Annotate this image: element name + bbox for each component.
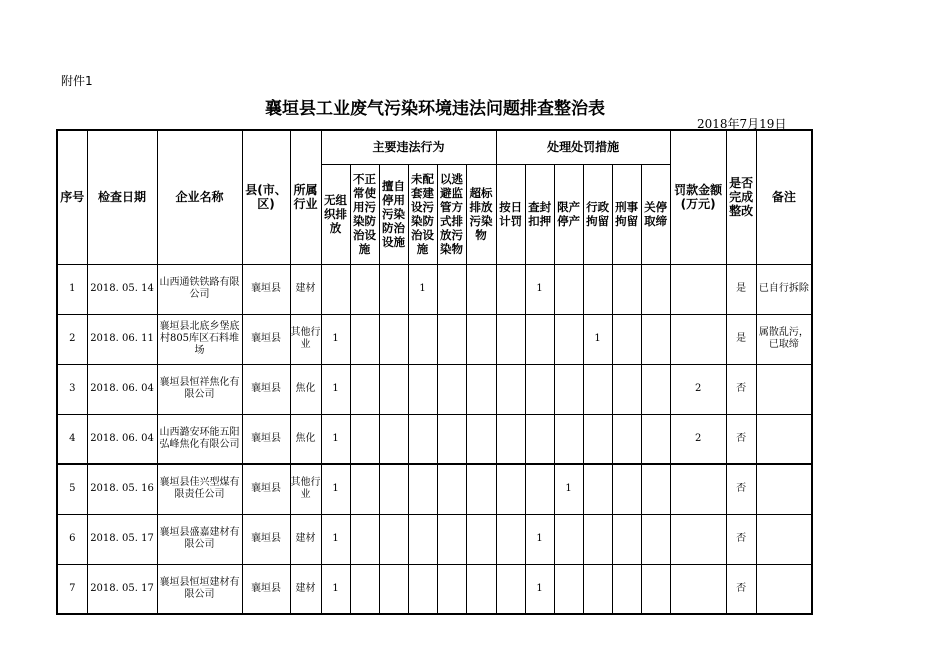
cell-violation [437, 564, 466, 614]
header-county: 县(市、区) [242, 130, 290, 264]
cell-county: 襄垣县 [242, 464, 290, 514]
cell-penalty [554, 414, 583, 464]
table-row [57, 564, 812, 614]
cell-violation [379, 264, 408, 314]
cell-penalty [612, 464, 641, 514]
table-row [57, 364, 812, 414]
cell-violation [437, 414, 466, 464]
cell-penalty [554, 264, 583, 314]
cell-date: 2018. 05. 16 [87, 464, 157, 514]
cell-violation [350, 364, 379, 414]
cell-penalty: 1 [525, 514, 554, 564]
cell-violation [350, 414, 379, 464]
cell-county: 襄垣县 [242, 514, 290, 564]
cell-fine [670, 464, 726, 514]
cell-violation: 1 [321, 364, 350, 414]
cell-violation: 1 [321, 314, 350, 364]
cell-penalty [496, 564, 525, 614]
cell-violation: 1 [321, 414, 350, 464]
table-row [57, 264, 812, 314]
cell-remark [756, 514, 812, 564]
cell-violation [408, 464, 437, 514]
cell-violation [437, 264, 466, 314]
cell-penalty [612, 314, 641, 364]
cell-county: 襄垣县 [242, 364, 290, 414]
table-row [57, 514, 812, 564]
cell-penalty [496, 314, 525, 364]
cell-done: 否 [726, 364, 756, 414]
cell-penalty [554, 514, 583, 564]
cell-done: 否 [726, 464, 756, 514]
cell-seq: 3 [57, 364, 87, 414]
cell-county: 襄垣县 [242, 564, 290, 614]
cell-violation: 1 [321, 564, 350, 614]
cell-penalty [496, 264, 525, 314]
cell-violation [466, 514, 496, 564]
cell-violation [350, 314, 379, 364]
header-industry: 所属行业 [290, 130, 321, 264]
cell-penalty [583, 264, 612, 314]
cell-remark [756, 414, 812, 464]
cell-fine [670, 564, 726, 614]
cell-remark: 属散乱污，已取缔 [756, 314, 812, 364]
header-remark: 备注 [756, 130, 812, 264]
cell-violation [379, 514, 408, 564]
cell-violation [350, 514, 379, 564]
cell-penalty [583, 464, 612, 514]
cell-industry: 建材 [290, 264, 321, 314]
table-row [57, 464, 812, 514]
cell-penalty [496, 364, 525, 414]
cell-violation [466, 264, 496, 314]
cell-done: 否 [726, 514, 756, 564]
cell-penalty [554, 564, 583, 614]
cell-penalty [525, 414, 554, 464]
header-seq: 序号 [57, 130, 87, 264]
cell-county: 襄垣县 [242, 314, 290, 364]
cell-violation [379, 414, 408, 464]
cell-penalty [612, 414, 641, 464]
cell-violation [437, 364, 466, 414]
cell-violation [437, 514, 466, 564]
cell-done: 是 [726, 264, 756, 314]
cell-penalty [583, 514, 612, 564]
cell-penalty [641, 514, 670, 564]
cell-seq: 2 [57, 314, 87, 364]
cell-penalty [525, 314, 554, 364]
cell-industry: 焦化 [290, 364, 321, 414]
header-violation-1: 无组织排放 [321, 164, 350, 264]
cell-seq: 1 [57, 264, 87, 314]
table-row [57, 414, 812, 464]
cell-penalty [641, 414, 670, 464]
cell-penalty [641, 314, 670, 364]
cell-penalty [496, 514, 525, 564]
cell-violation [379, 464, 408, 514]
cell-penalty [583, 414, 612, 464]
cell-company: 襄垣县盛嘉建材有限公司 [157, 514, 242, 564]
cell-violation [408, 314, 437, 364]
header-violation-5: 以逃避监管方式排放污染物 [437, 164, 466, 264]
cell-penalty [612, 514, 641, 564]
cell-violation [408, 364, 437, 414]
cell-date: 2018. 05. 17 [87, 514, 157, 564]
cell-seq: 4 [57, 414, 87, 464]
table-body [57, 264, 812, 614]
cell-company: 襄垣县佳兴型煤有限责任公司 [157, 464, 242, 514]
header-done: 是否完成整改 [726, 130, 756, 264]
cell-penalty: 1 [583, 314, 612, 364]
cell-company: 山西潞安环能五阳弘峰焦化有限公司 [157, 414, 242, 464]
cell-violation [379, 564, 408, 614]
cell-seq: 5 [57, 464, 87, 514]
cell-company: 襄垣县恒垣建材有限公司 [157, 564, 242, 614]
cell-company: 山西通铁铁路有限公司 [157, 264, 242, 314]
cell-violation [466, 314, 496, 364]
cell-penalty [612, 264, 641, 314]
cell-date: 2018. 05. 17 [87, 564, 157, 614]
cell-company: 襄垣县恒祥焦化有限公司 [157, 364, 242, 414]
cell-penalty: 1 [525, 564, 554, 614]
cell-seq: 7 [57, 564, 87, 614]
cell-violation [466, 364, 496, 414]
cell-violation [466, 414, 496, 464]
cell-violation [321, 264, 350, 314]
header-penalty-5: 刑事拘留 [612, 164, 641, 264]
cell-seq: 6 [57, 514, 87, 564]
header-violation-4: 未配套建设污染防治设施 [408, 164, 437, 264]
cell-industry: 建材 [290, 564, 321, 614]
cell-violation [408, 414, 437, 464]
cell-county: 襄垣县 [242, 414, 290, 464]
header-fine: 罚款金额(万元) [670, 130, 726, 264]
report-date: 2018年7月19日 [697, 117, 787, 131]
cell-penalty [554, 364, 583, 414]
cell-violation: 1 [321, 464, 350, 514]
header-penalty-1: 按日计罚 [496, 164, 525, 264]
header-check-date: 检查日期 [87, 130, 157, 264]
cell-violation [408, 514, 437, 564]
header-violation-2: 不正常使用污染防治设施 [350, 164, 379, 264]
cell-violation [437, 464, 466, 514]
attachment-label: 附件1 [61, 74, 93, 88]
cell-company: 襄垣县北底乡堡底村805库区石料堆场 [157, 314, 242, 364]
cell-done: 否 [726, 564, 756, 614]
cell-violation [350, 464, 379, 514]
cell-penalty [641, 564, 670, 614]
cell-violation [379, 314, 408, 364]
header-penalty-4: 行政拘留 [583, 164, 612, 264]
cell-date: 2018. 06. 11 [87, 314, 157, 364]
page-title: 襄垣县工业废气污染环境违法问题排查整治表 [265, 99, 605, 119]
cell-date: 2018. 06. 04 [87, 364, 157, 414]
cell-penalty [612, 564, 641, 614]
cell-industry: 焦化 [290, 414, 321, 464]
cell-violation [408, 564, 437, 614]
cell-fine: 2 [670, 414, 726, 464]
cell-violation: 1 [408, 264, 437, 314]
cell-violation [466, 464, 496, 514]
header-violations-group: 主要违法行为 [321, 130, 496, 164]
cell-fine [670, 314, 726, 364]
cell-violation [466, 564, 496, 614]
cell-penalty [583, 564, 612, 614]
cell-county: 襄垣县 [242, 264, 290, 314]
cell-penalty [612, 364, 641, 414]
cell-done: 是 [726, 314, 756, 364]
cell-remark [756, 364, 812, 414]
rectification-table [56, 129, 813, 615]
cell-industry: 建材 [290, 514, 321, 564]
cell-violation [350, 564, 379, 614]
cell-remark: 已自行拆除 [756, 264, 812, 314]
header-penalty-6: 关停取缔 [641, 164, 670, 264]
cell-remark [756, 564, 812, 614]
cell-penalty [525, 364, 554, 414]
cell-industry: 其他行业 [290, 314, 321, 364]
cell-violation [437, 314, 466, 364]
cell-penalty [554, 314, 583, 364]
cell-fine: 2 [670, 364, 726, 414]
cell-industry: 其他行业 [290, 464, 321, 514]
cell-remark [756, 464, 812, 514]
cell-penalty [641, 364, 670, 414]
header-penalty-2: 查封扣押 [525, 164, 554, 264]
cell-penalty: 1 [554, 464, 583, 514]
cell-penalty: 1 [525, 264, 554, 314]
cell-fine [670, 264, 726, 314]
cell-fine [670, 514, 726, 564]
cell-date: 2018. 06. 04 [87, 414, 157, 464]
cell-penalty [583, 364, 612, 414]
cell-violation: 1 [321, 514, 350, 564]
cell-penalty [525, 464, 554, 514]
cell-penalty [641, 464, 670, 514]
cell-violation [379, 364, 408, 414]
cell-done: 否 [726, 414, 756, 464]
cell-violation [350, 264, 379, 314]
cell-date: 2018. 05. 14 [87, 264, 157, 314]
cell-penalty [496, 464, 525, 514]
header-violation-3: 擅自停用污染防治设施 [379, 164, 408, 264]
header-penalties-group: 处理处罚措施 [496, 130, 670, 164]
table-row [57, 314, 812, 364]
header-penalty-3: 限产停产 [554, 164, 583, 264]
header-violation-6: 超标排放污染物 [466, 164, 496, 264]
header-company: 企业名称 [157, 130, 242, 264]
cell-penalty [496, 414, 525, 464]
cell-penalty [641, 264, 670, 314]
